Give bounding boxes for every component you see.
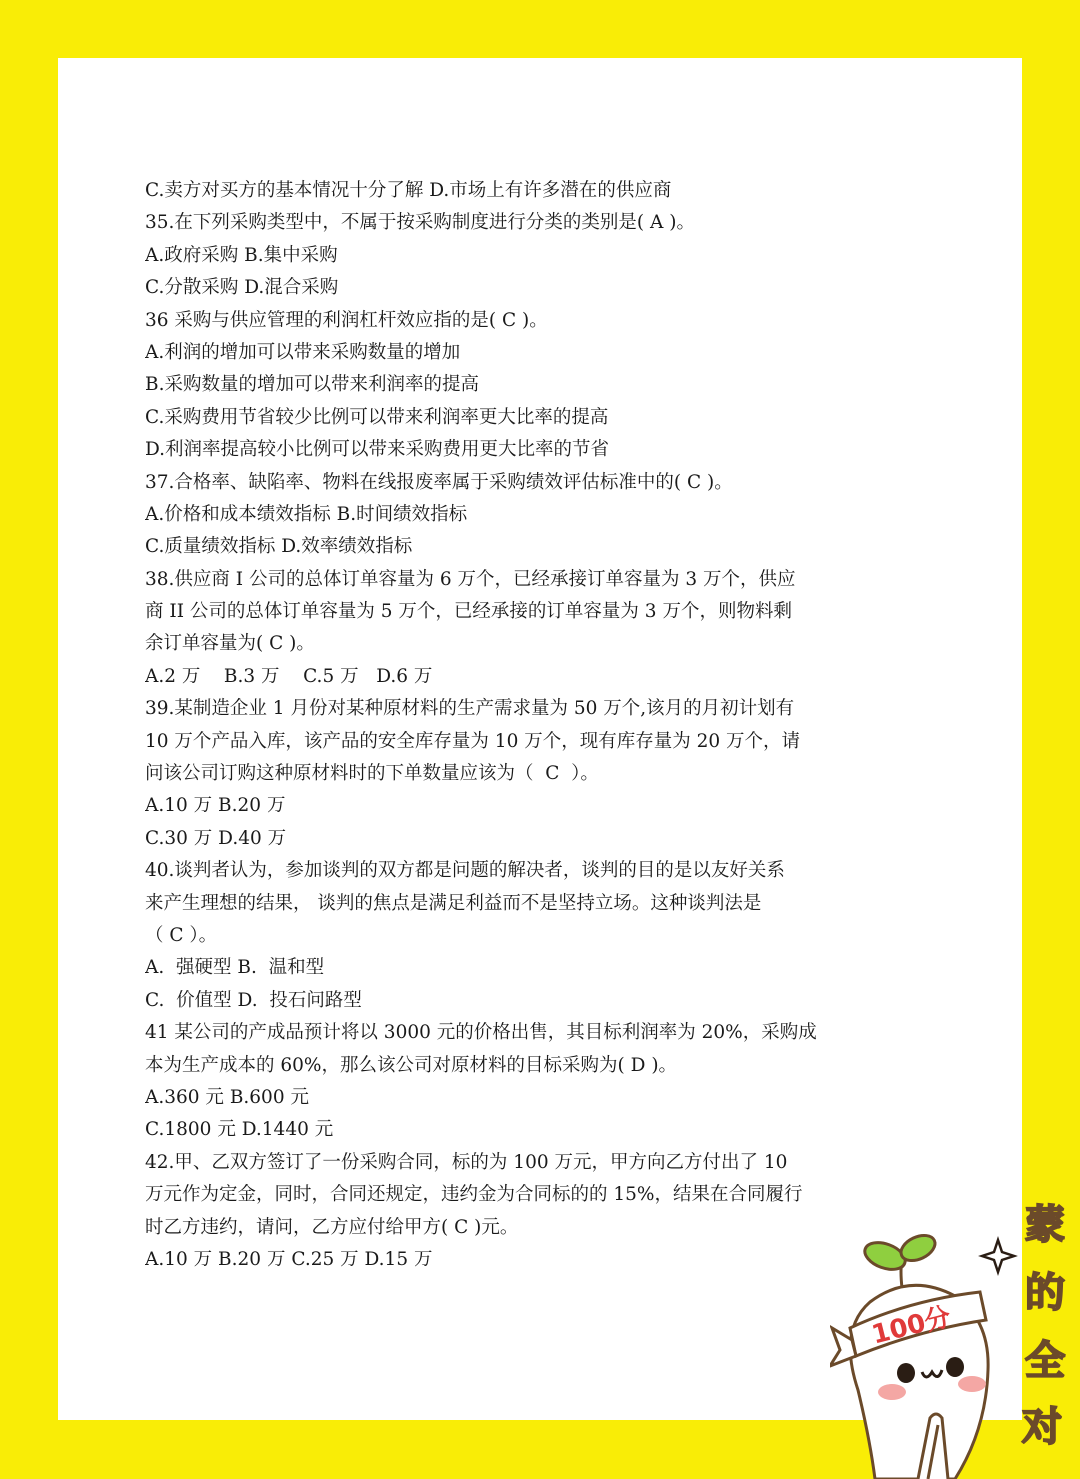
options-line: C.1800 元 D.1440 元 xyxy=(145,1119,334,1141)
left-eye-icon xyxy=(897,1363,915,1383)
options-line: C.分散采购 D.混合采购 xyxy=(145,277,339,299)
option-line: C.采购费用节省较少比例可以带来利润率更大比率的提高 xyxy=(145,406,609,428)
slogan-char: 对 xyxy=(1022,1404,1062,1450)
question-38-cont: 余订单容量为( C )。 xyxy=(145,633,315,655)
text-line: C.卖方对买方的基本情况十分了解 D.市场上有许多潜在的供应商 xyxy=(145,180,672,201)
right-blush-icon xyxy=(958,1376,986,1392)
left-blush-icon xyxy=(878,1384,906,1400)
sprout-icon xyxy=(861,1230,939,1288)
headband-label: 100分 xyxy=(868,1302,954,1351)
options-line: A.2 万 B.3 万 C.5 万 D.6 万 xyxy=(145,665,433,687)
question-36: 36 采购与供应管理的利润杠杆效应指的是( C )。 xyxy=(145,309,548,331)
mascot-sticker xyxy=(830,1200,1080,1479)
question-37: 37.合格率、缺陷率、物料在线报废率属于采购绩效评估标准中的( C )。 xyxy=(145,471,733,493)
right-eye-icon xyxy=(946,1357,964,1377)
option-line: D.利润率提高较小比例可以带来采购费用更大比率的节省 xyxy=(145,439,610,461)
options-line: A.360 元 B.600 元 xyxy=(145,1086,309,1108)
options-line: A.政府采购 B.集中采购 xyxy=(145,244,338,266)
question-39: 39.某制造企业 1 月份对某种原材料的生产需求量为 50 万个,该月的月初计划有 xyxy=(145,698,795,720)
question-40-cont: （ C ）。 xyxy=(145,924,218,946)
option-line: B.采购数量的增加可以带来利润率的提高 xyxy=(145,374,479,396)
question-42-cont: 时乙方违约，请问，乙方应付给甲方( C )元。 xyxy=(145,1216,519,1238)
question-40-cont: 来产生理想的结果， 谈判的焦点是满足利益而不是坚持立场。这种谈判法是 xyxy=(145,892,762,914)
question-39-cont: 问该公司订购这种原材料时的下单数量应该为（ C ）。 xyxy=(145,763,599,785)
question-38-cont: 商 II 公司的总体订单容量为 5 万个，已经承接的订单容量为 3 万个，则物料剩 xyxy=(145,601,792,623)
question-39-cont: 10 万个产品入库，该产品的安全库存量为 10 万个，现有库存量为 20 万个，请 xyxy=(145,730,801,752)
slogan-char: 全 xyxy=(1025,1338,1065,1384)
options-line: C. 价值型 D. 投石问路型 xyxy=(145,989,362,1011)
question-38: 38.供应商 I 公司的总体订单容量为 6 万个，已经承接订单容量为 3 万个，供应 xyxy=(145,568,796,590)
options-line: A.10 万 B.20 万 xyxy=(145,795,286,817)
question-42-cont: 万元作为定金，同时，合同还规定，违约金为合同标的的 15%，结果在合同履行 xyxy=(145,1184,803,1206)
question-list xyxy=(145,175,885,1276)
option-line: A.利润的增加可以带来采购数量的增加 xyxy=(145,341,461,363)
options-line: C.30 万 D.40 万 xyxy=(145,827,287,849)
sparkle-icon xyxy=(982,1240,1014,1272)
options-line: A. 强硬型 B. 温和型 xyxy=(145,957,325,979)
question-42: 42.甲、乙双方签订了一份采购合同，标的为 100 万元，甲方向乙方付出了 10 xyxy=(145,1151,788,1173)
question-40: 40.谈判者认为，参加谈判的双方都是问题的解决者，谈判的目的是以友好关系 xyxy=(145,860,785,882)
question-41-cont: 本为生产成本的 60%，那么该公司对原材料的目标采购为( D )。 xyxy=(145,1054,678,1076)
question-41: 41 某公司的产成品预计将以 3000 元的价格出售，其目标利润率为 20%，采购成 xyxy=(145,1022,817,1044)
options-line: A.价格和成本绩效指标 B.时间绩效指标 xyxy=(145,503,468,525)
options-line: C.质量绩效指标 D.效率绩效指标 xyxy=(145,536,413,558)
question-35: 35.在下列采购类型中，不属于按采购制度进行分类的类别是( A )。 xyxy=(145,212,695,234)
slogan-char: 蒙 xyxy=(1025,1202,1065,1248)
options-line: A.10 万 B.20 万 C.25 万 D.15 万 xyxy=(145,1248,433,1270)
slogan-char: 的 xyxy=(1025,1270,1065,1316)
